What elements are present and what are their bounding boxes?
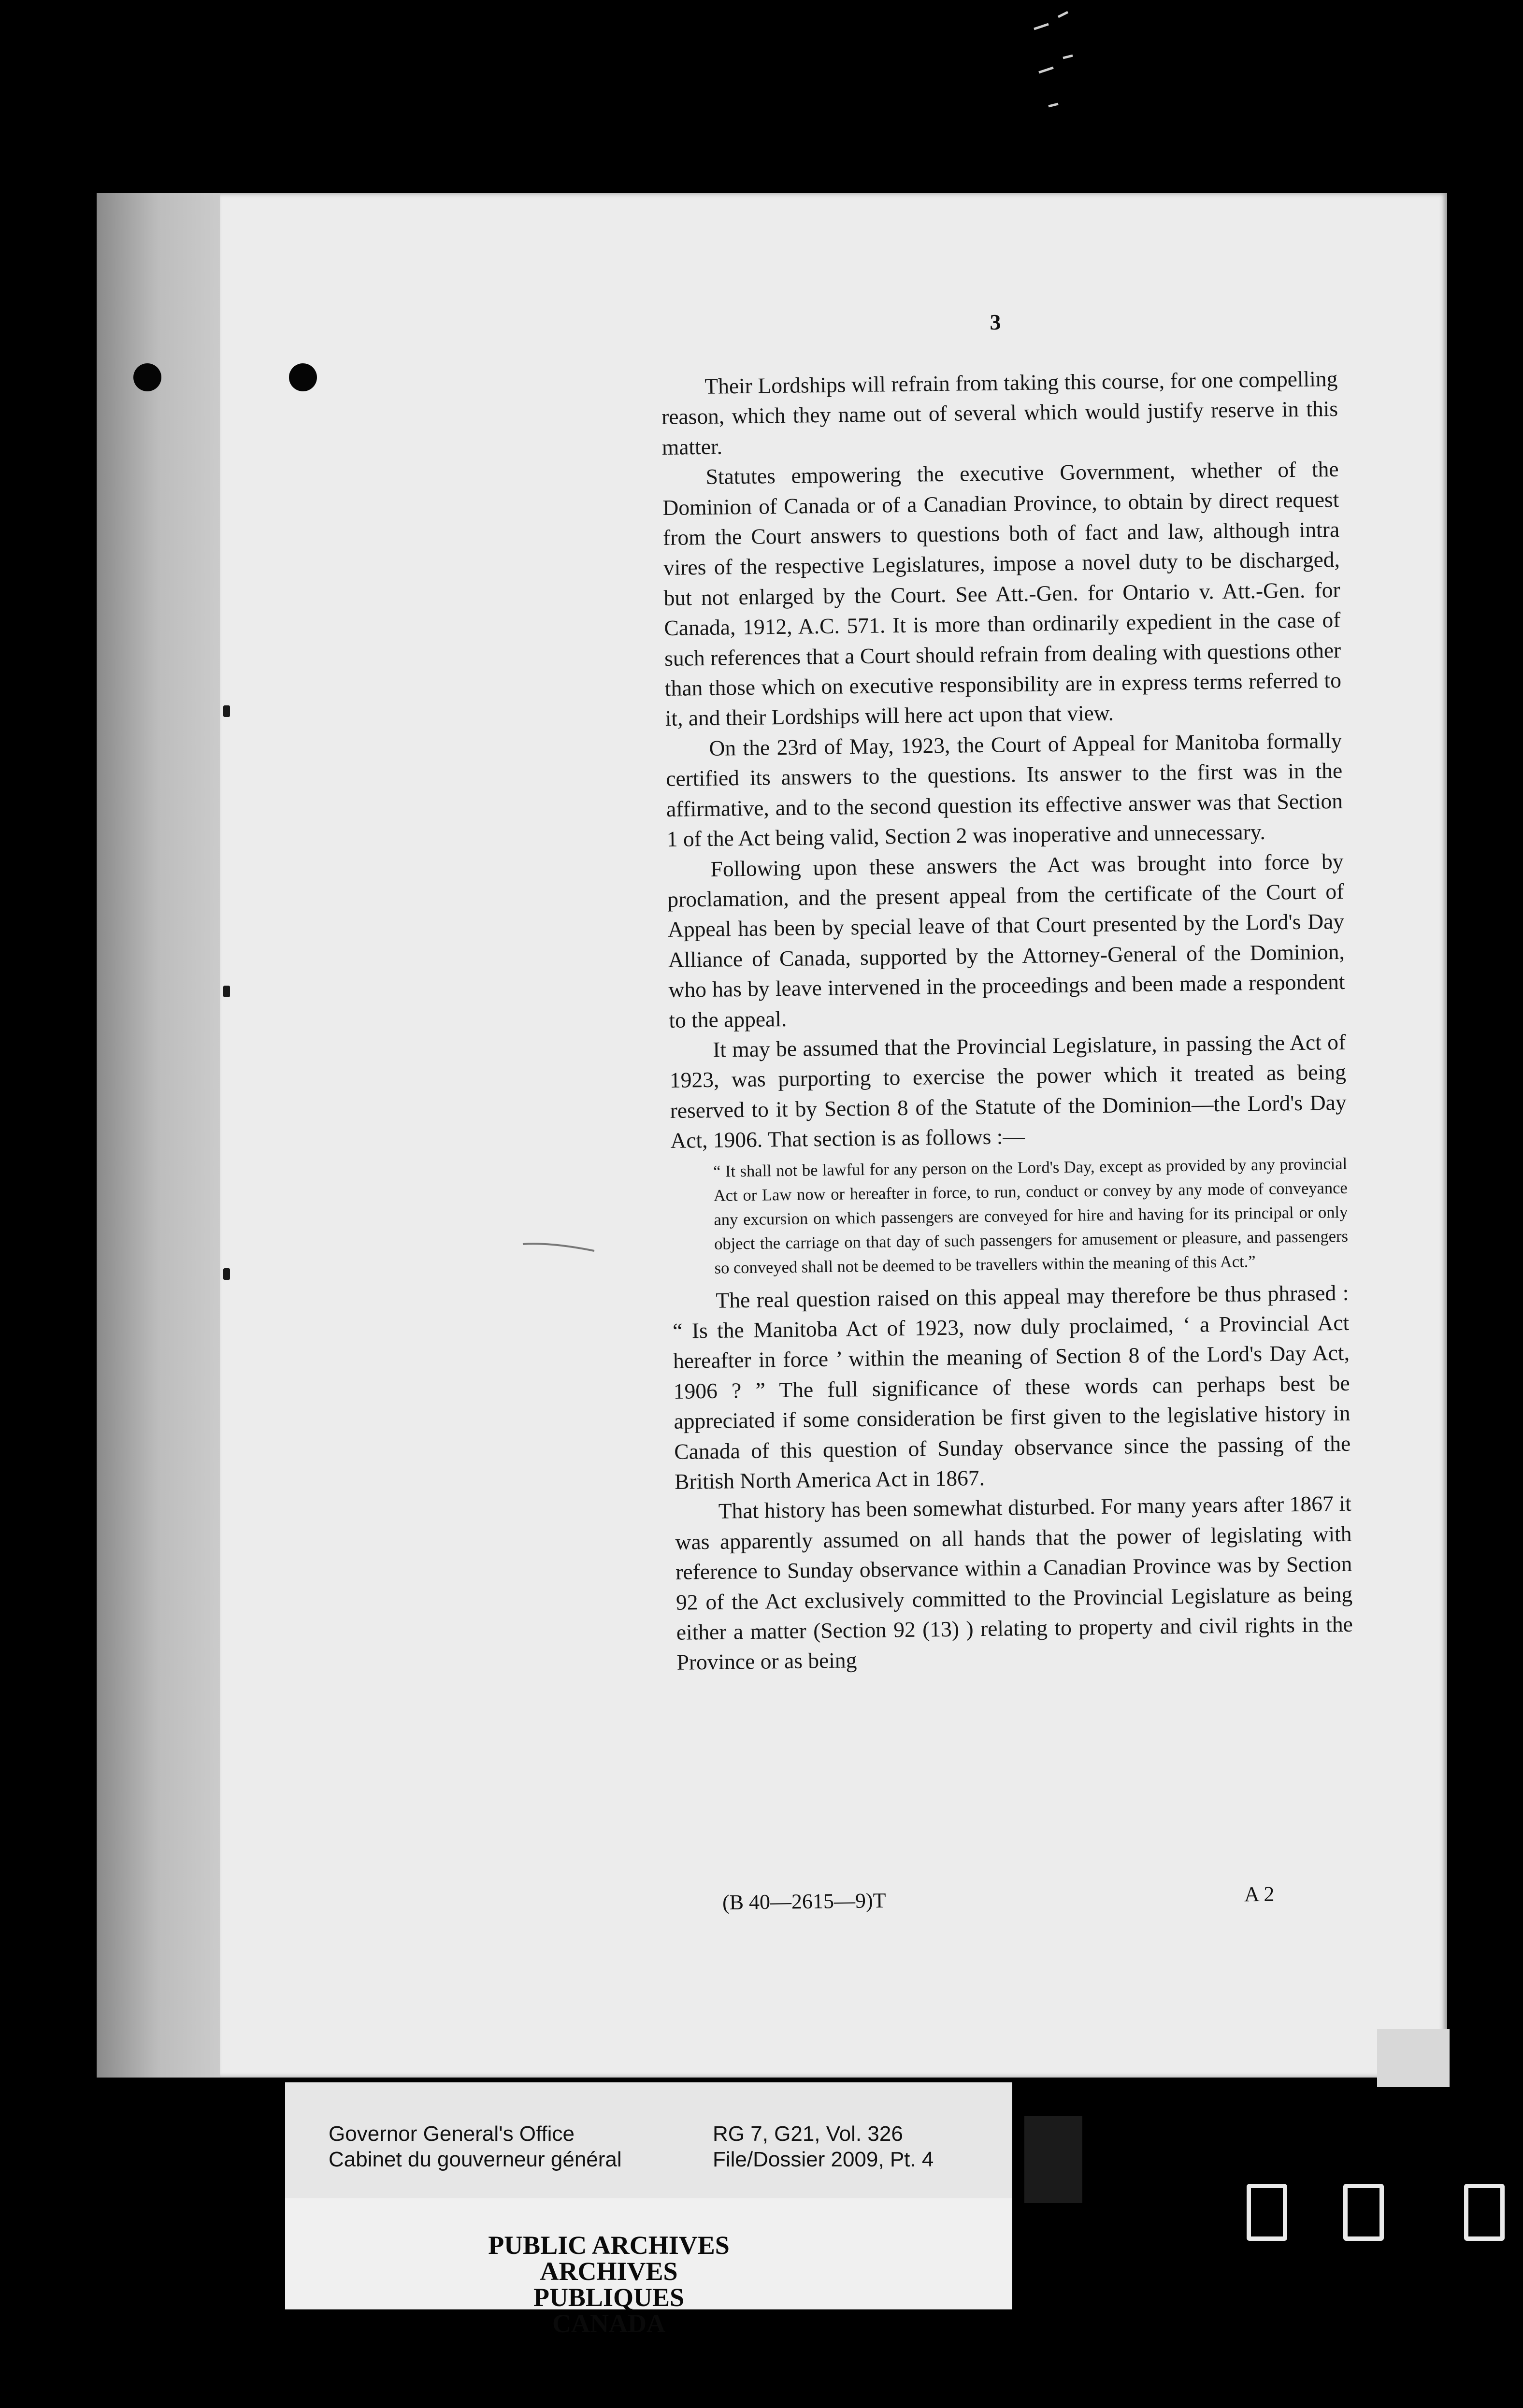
paragraph: It may be assumed that the Provincial Legislature, in passing the Act of 1923, was purporting to exercise the power which it treated as being reserved to it by Section 8 of the Statute of the Dominion—the Lord's Day Act, 1906. That section is as follows :— — [669, 1029, 1347, 1153]
paragraph: Statutes empowering the executive Government, whether of the Dominion of Canada or of a Canadian Province, to obtain by direct request from the Court answers to questions both of fact and law, although intra vires of the respective Legislatures, impose a novel duty to be discharged, but not enlarged by the Court. See Att.-Gen. for Ontario v. Att.-Gen. for Canada, 1912, A.C. 571. It is more than ordinarily expedient in the case of such references that a Court should refrain from dealing with questions other than those which on executive responsibility are in express terms referred to it, and their Lordships will here act upon that view. — [662, 457, 1342, 731]
stamp-reference — [329, 2121, 934, 2172]
frame-counter-digit — [1464, 2184, 1505, 2241]
frame-counter-digit — [1247, 2184, 1287, 2241]
banner-line: CANADA — [552, 2309, 665, 2338]
page-number: 3 — [990, 310, 1001, 334]
print-job-code: (B 40—2615—9)T — [722, 1888, 886, 1915]
film-dark-patch — [1024, 2116, 1082, 2203]
paragraph: Following upon these answers the Act was brought into force by proclamation, and the present appeal from the certificate of the Court of Appeal has been by special leave of that Court presented by the Lord's Day Alliance of Canada, supported by the Attorney-General of the Dominion, who has by leave intervened in the proceedings and been made a respondent to the appeal. — [667, 848, 1345, 1032]
punch-hole — [289, 363, 317, 391]
signature-mark: A 2 — [1244, 1882, 1275, 1906]
record-group: RG 7, G21, Vol. 326 — [713, 2122, 903, 2146]
staple-mark — [223, 705, 230, 717]
page-corner — [1377, 2029, 1450, 2087]
frame-counter-digit — [1343, 2184, 1384, 2241]
paragraph: Their Lordships will refrain from taking this course, for one compelling reason, which they name out of several which would justify reserve in this matter. — [661, 366, 1338, 459]
punch-hole — [133, 363, 161, 391]
film-scratch-marks — [1029, 10, 1087, 164]
paragraph: The real question raised on this appeal may therefore be thus phrased : “ Is the Manitoba Act of 1923, now duly proclaimed, ‘ a Provincial Act hereafter in force ’ within the meaning of Section 8 of the Lord's Day Act, 1906 ? ” The full significance of these words can perhaps best be appreciated if some consideration be first given to the legislative history in Canada of this question of Sunday observance since the passing of the British North America Act in 1867. — [672, 1280, 1351, 1494]
staple-mark — [223, 1268, 230, 1280]
staple-mark — [223, 986, 230, 997]
body-text — [661, 364, 1353, 1678]
office-name-fr: Cabinet du gouverneur général — [329, 2148, 622, 2171]
block-quote: “ It shall not be lawful for any person on the Lord's Day, except as provided by any provincial Act or Law now or hereafter in force, to run, conduct or convey by any mode of conveyance any excursion on which passengers are conveyed for hire and having for its principal or only object the carriage on that day of such passengers for amusement or pleasure, and passengers so conveyed shall not be deemed to be travellers within the meaning of this Act.” — [713, 1154, 1349, 1278]
banner-line: ARCHIVES PUBLIQUES — [533, 2257, 685, 2312]
archives-banner-text — [464, 2232, 754, 2336]
file-reference: File/Dossier 2009, Pt. 4 — [713, 2148, 934, 2171]
office-name-en: Governor General's Office — [329, 2122, 575, 2146]
archive-stamp — [285, 2082, 1012, 2338]
paragraph: On the 23rd of May, 1923, the Court of Appeal for Manitoba formally certified its answers to the questions. Its answer to the first was in the affirmative, and to the second question its effective answer was that Section 1 of the Act being valid, Section 2 was inoperative and unnecessary. — [665, 728, 1343, 852]
paper-fiber-mark — [522, 1239, 599, 1254]
paragraph: That history has been somewhat disturbed. For many years after 1867 it was apparently assumed on all hands that the power of legislating with reference to Sunday observance within a Canadian Province was by Section 92 of the Act exclusively committed to the Provincial Legislature as being either a matter (Section 92 (13) ) relating to property and civil rights in the Province or as being — [675, 1491, 1353, 1675]
banner-line: PUBLIC ARCHIVES — [488, 2231, 730, 2260]
